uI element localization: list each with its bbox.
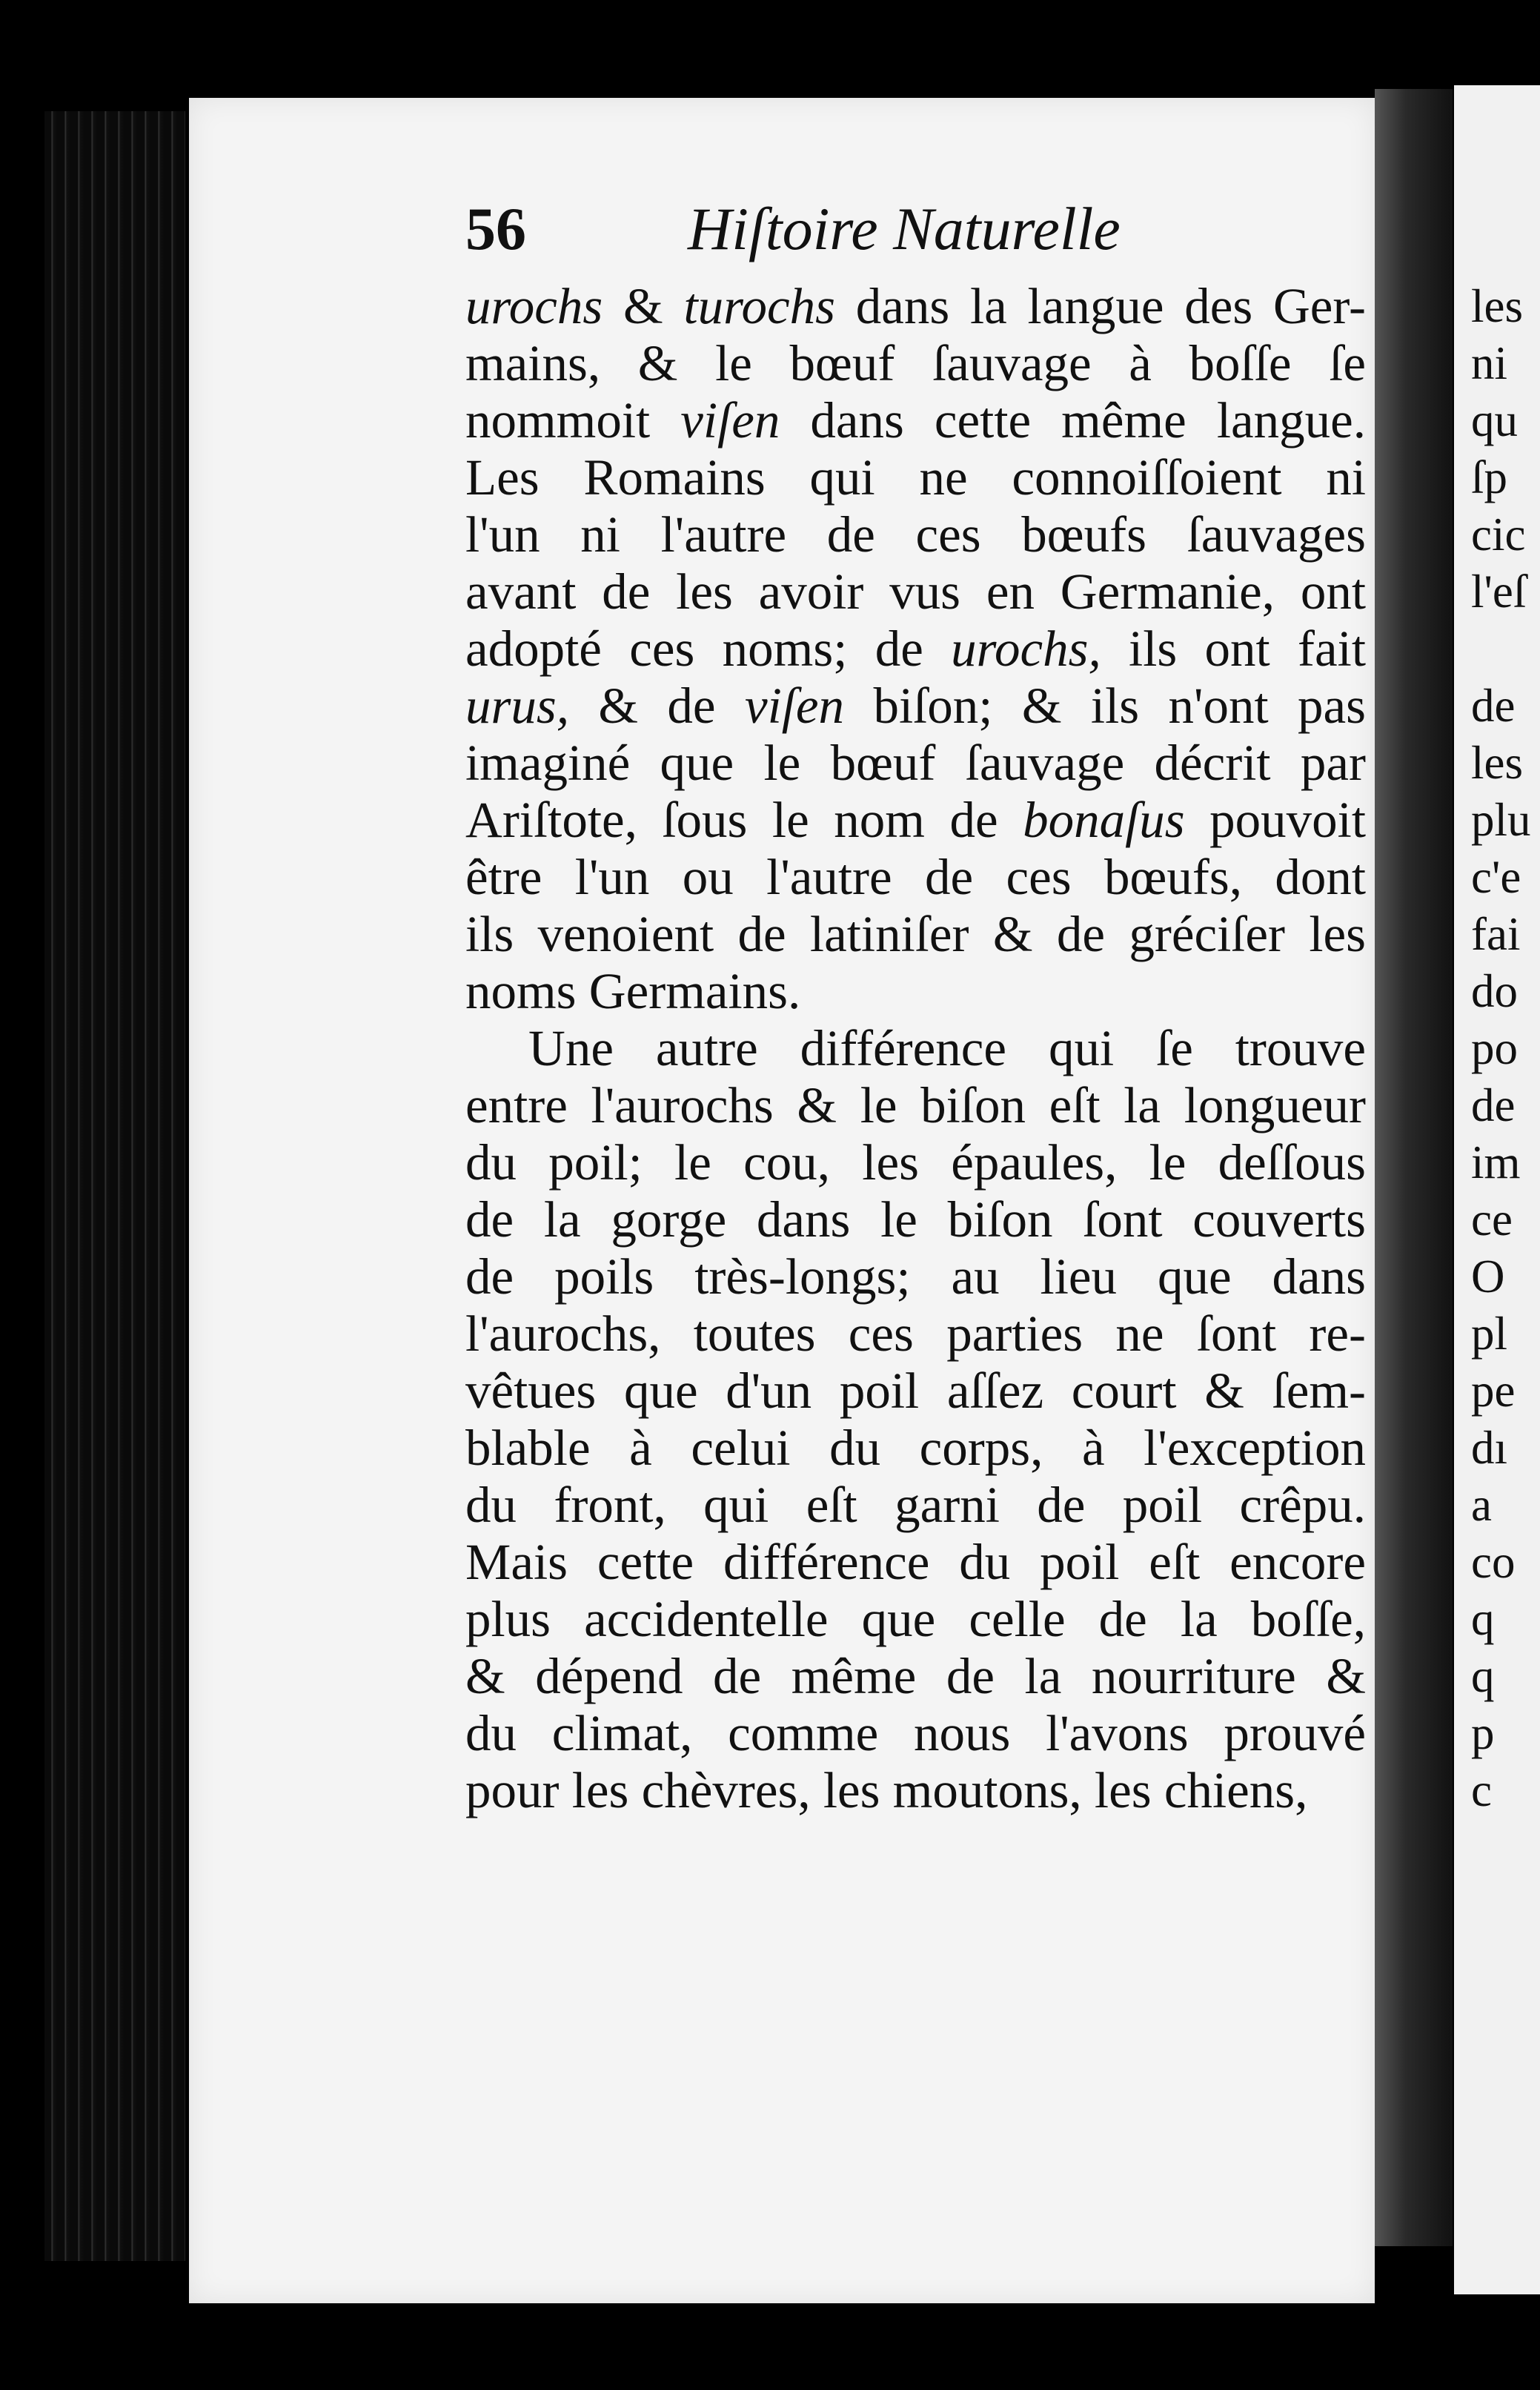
text-segment: l'aurochs, toutes ces parties ne ſont re-	[465, 1305, 1366, 1362]
text-line	[465, 1534, 1366, 1591]
text-line	[465, 1477, 1366, 1534]
text-line	[465, 1134, 1366, 1191]
text-line	[465, 1363, 1366, 1420]
text-segment: noms Germains.	[465, 963, 801, 1019]
text-segment: de poils très-longs; au lieu que dans	[465, 1248, 1366, 1305]
text-segment: Ariſtote, ſous le nom de	[465, 792, 1023, 848]
next-page-fragment: qu	[1471, 394, 1518, 446]
next-page-fragment	[1471, 620, 1540, 678]
next-page-fragment: q	[1471, 1650, 1495, 1702]
text-segment: l'un ni l'autre de ces bœufs ſauvages	[465, 506, 1366, 563]
text-segment: entre l'aurochs & le biſon eſt la longueur	[465, 1077, 1366, 1133]
text-line	[465, 1762, 1366, 1819]
text-segment: pour les chèvres, les moutons, les chiens,	[465, 1762, 1308, 1818]
next-page-fragment: a	[1471, 1479, 1492, 1531]
next-page-fragment: de	[1471, 1079, 1516, 1131]
text-line	[465, 849, 1366, 906]
next-page-fragment: l'eſ	[1471, 566, 1527, 618]
text-line	[465, 1305, 1366, 1363]
text-segment: Une autre différence qui ſe trouve	[528, 1020, 1366, 1076]
next-page-fragment: pe	[1471, 1365, 1516, 1417]
next-page-fragment: do	[1471, 965, 1518, 1017]
text-line	[465, 906, 1366, 963]
text-line	[465, 620, 1366, 678]
paragraph-2	[465, 1020, 1366, 1819]
next-page-fragment: c'e	[1471, 851, 1521, 903]
text-line	[465, 1420, 1366, 1477]
text-segment: & dépend de même de la nourriture &	[465, 1648, 1366, 1704]
text-line	[465, 335, 1366, 392]
text-segment: dans la langue des Ger-	[834, 278, 1367, 334]
page-number: 56	[465, 195, 526, 262]
text-line	[465, 278, 1366, 335]
text-line	[465, 563, 1366, 620]
italic-text: urochs	[465, 278, 603, 334]
next-page-fragment: ni	[1471, 337, 1508, 389]
text-segment: de la gorge dans le biſon ſont couverts	[465, 1191, 1366, 1248]
text-line	[465, 1648, 1366, 1705]
text-segment: imaginé que le bœuf ſauvage décrit par	[465, 735, 1366, 791]
next-page-fragment: co	[1471, 1536, 1516, 1588]
text-line	[465, 1191, 1366, 1248]
text-line	[465, 1077, 1366, 1134]
text-segment: adopté ces noms; de	[465, 620, 952, 677]
next-page-fragment: p	[1471, 1707, 1495, 1759]
text-segment: Les Romains qui ne connoiſſoient ni	[465, 449, 1366, 506]
text-segment: blable à celui du corps, à l'exception	[465, 1420, 1366, 1476]
next-page-fragment: c	[1471, 1764, 1492, 1816]
text-line	[465, 792, 1366, 849]
text-line	[465, 1248, 1366, 1305]
text-line	[465, 1591, 1366, 1648]
text-segment: biſon; & ils n'ont pas	[844, 678, 1366, 734]
text-segment: du poil; le cou, les épaules, le deſſous	[465, 1134, 1366, 1191]
text-line	[465, 392, 1366, 449]
next-page-fragment: q	[1471, 1593, 1495, 1645]
next-page-fragment: O	[1471, 1251, 1505, 1302]
text-segment: être l'un ou l'autre de ces bœufs, dont	[465, 849, 1366, 905]
text-segment: Mais cette différence du poil eſt encore	[465, 1534, 1366, 1590]
next-page-fragment: cic	[1471, 509, 1526, 560]
italic-text: viſen	[680, 392, 780, 448]
text-segment: avant de les avoir vus en Germanie, ont	[465, 563, 1366, 620]
next-page-fragment: les	[1471, 737, 1523, 789]
text-line	[465, 506, 1366, 563]
next-page-fragment: ce	[1471, 1194, 1513, 1245]
text-segment: pouvoit	[1184, 792, 1367, 848]
text-segment: vêtues que d'un poil aſſez court & ſem-	[465, 1363, 1366, 1419]
italic-text: viſen	[744, 678, 845, 734]
next-page-text	[1471, 278, 1540, 1819]
running-title: Hiſtoire Naturelle	[688, 195, 1121, 262]
italic-text: bonaſus	[1023, 792, 1185, 848]
next-page-fragment: les	[1471, 280, 1523, 332]
text-segment: &	[603, 278, 684, 334]
text-line	[465, 735, 1366, 792]
body-text	[465, 278, 1366, 1819]
text-segment: ils venoient de latiniſer & de gréciſer les	[465, 906, 1366, 962]
next-page-fragment: im	[1471, 1136, 1521, 1188]
paragraph-1	[465, 278, 1366, 1020]
next-page-fragment: pl	[1471, 1308, 1508, 1360]
text-segment: plus accidentelle que celle de la boſſe,	[465, 1591, 1366, 1647]
book-edge-left	[44, 111, 185, 2261]
next-page-fragment: po	[1471, 1022, 1518, 1074]
text-segment: & de	[568, 678, 745, 734]
text-segment: nommoit	[465, 392, 681, 448]
text-line	[465, 449, 1366, 506]
text-segment: mains, & le bœuf ſauvage à boſſe ſe	[465, 335, 1366, 391]
text-segment: du climat, comme nous l'avons prouvé	[465, 1705, 1366, 1761]
text-segment: du front, qui eſt garni de poil crêpu.	[465, 1477, 1366, 1533]
text-line	[465, 678, 1366, 735]
page-header	[465, 194, 1429, 276]
book-gutter	[1375, 89, 1453, 2246]
italic-text: urus,	[465, 678, 569, 734]
text-segment: dans cette même langue.	[780, 392, 1366, 448]
next-page-fragment: ſp	[1471, 451, 1508, 503]
italic-text: turochs	[683, 278, 835, 334]
next-page-fragment: dı	[1471, 1422, 1508, 1474]
text-line	[465, 1020, 1366, 1077]
text-line	[465, 1705, 1366, 1762]
text-line	[465, 963, 1366, 1020]
italic-text: urochs,	[951, 620, 1101, 677]
next-page-fragment: de	[1471, 680, 1516, 732]
next-page-fragment: fai	[1471, 908, 1521, 960]
text-segment: ils ont fait	[1101, 620, 1367, 677]
next-page-fragment: plu	[1471, 794, 1531, 846]
